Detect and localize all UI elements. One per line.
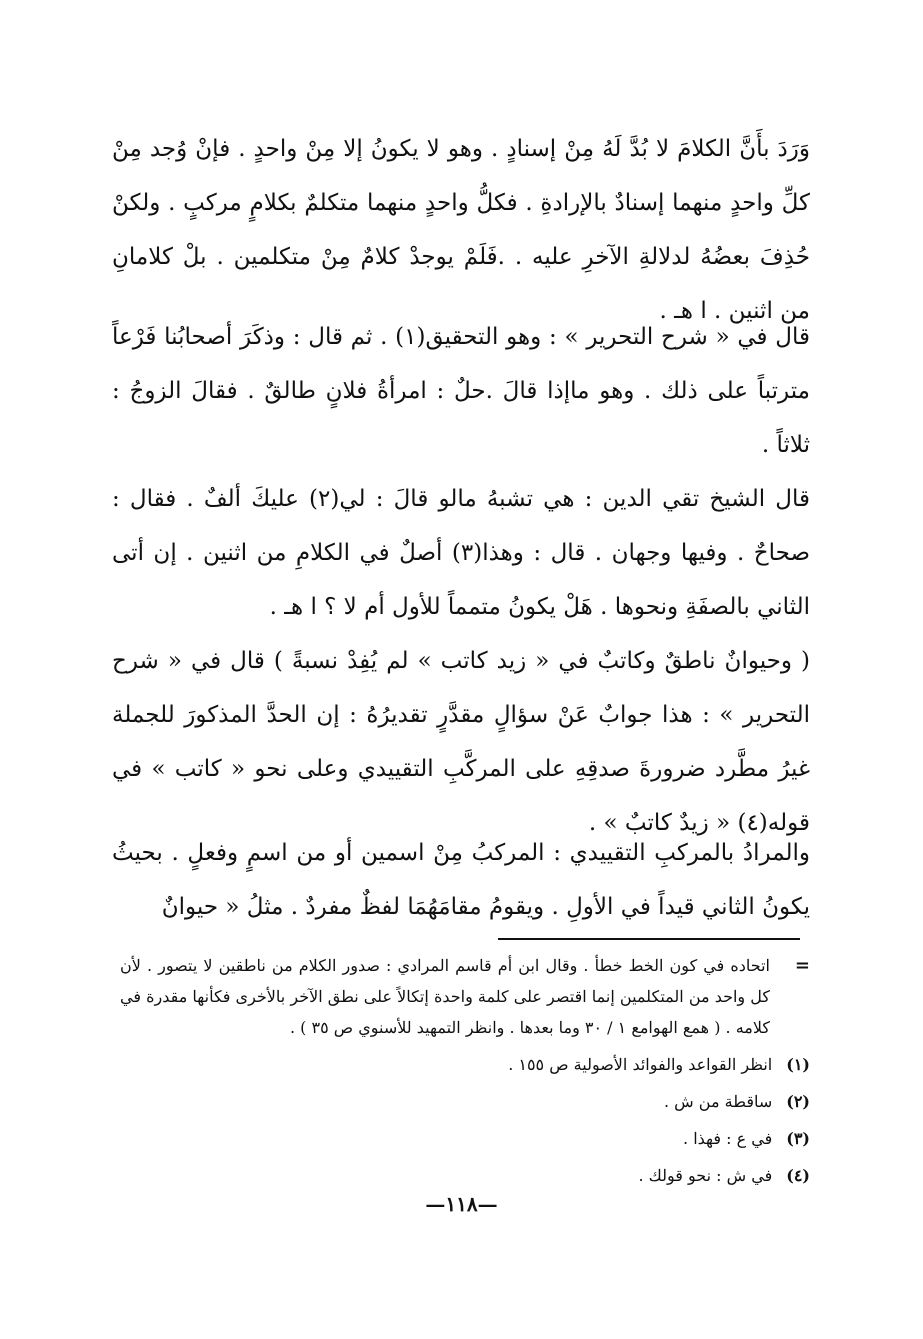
continuation-text: اتحاده في كون الخط خطأ . وقال ابن أم قاسم المرادي : صدور الكلام من ناطقين لا يتصور . لأن كل واحد من المتكلمين إنما اقتصر على كلمة واحدة إتكالاً على نطق الآخر بالأخرى فكأنها مقدرة في كلامه . ( همع الهوامع ١ / ٣٠ وما بعدها . وانظر التمهيد للأسنوي ص ٣٥ ) . [120, 956, 770, 1037]
body-paragraph-3: قال الشيخ تقي الدين : هي تشبهُ مالو قالَ : لي(٢) عليكَ ألفٌ . فقال : صحاحٌ . وفيها وجهان . قال : وهذا(٣) أصلٌ في الكلامِ من اثنين . إن أتى الثاني بالصفَةِ ونحوها . هَلْ يكونُ متمماً للأول أم لا ؟ ا هـ . [112, 486, 811, 620]
footnote-3 [120, 1123, 810, 1154]
footnote-2 [120, 1086, 810, 1117]
footnote-separator [498, 938, 800, 940]
footnote-continuation [120, 950, 810, 1043]
footnote-text: ساقطة من ش . [663, 1092, 773, 1111]
footnote-4 [120, 1160, 810, 1191]
body-paragraph-4: ( وحيوانٌ ناطقٌ وكاتبٌ في « زيد كاتب » لم يُفِدْ نسبةً ) قال في « شرح التحرير » : هذا جوابٌ عَنْ سؤالٍ مقدَّرٍ تقديرُهُ : إن الحدَّ المذكورَ للجملة غيرُ مطَّرد ضرورةَ صدقِهِ على المركَّبِ التقييدي وعلى نحو « كاتب » في قوله(٤) « زيدٌ كاتبٌ » . [112, 648, 810, 836]
continuation-mark: = [794, 955, 810, 976]
body-paragraph-2: قال في « شرح التحرير » : وهو التحقيق(١) . ثم قال : وذكَرَ أصحابُنا فَرْعاً مترتباً على ذلك . وهو ماإذا قالَ .حلٌ : امرأةُ فلانٍ طالقٌ . فقالَ الزوجُ : ثلاثاً . [112, 324, 810, 458]
body-paragraph-1: وَرَدَ بأَنَّ الكلامَ لا بُدَّ لَهُ مِنْ إسنادٍ . وهو لا يكونُ إلا مِنْ واحدٍ . فإنْ وُجد مِنْ كلِّ واحدٍ منهما إسنادٌ بالإرادةِ . فكلُّ واحدٍ منهما متكلمٌ بكلامٍ مركبٍ . ولكنْ حُذِفَ بعضُهُ لدلالةِ الآخرِ عليه . .فَلَمْ يوجدْ كلامٌ مِنْ متكلمين . بلْ كلامانِ من اثنين . ا هـ . [112, 136, 810, 324]
footnote-number: (٣) [786, 1129, 810, 1148]
footnotes-section [120, 950, 810, 1191]
footnote-text: في ع : فهذا . [683, 1129, 773, 1148]
footnote-text: انظر القواعد والفوائد الأصولية ص ١٥٥ . [508, 1055, 773, 1074]
footnote-text: في ش : نحو قولك . [638, 1166, 773, 1185]
footnote-1 [120, 1049, 810, 1080]
page-number: —١١٨— [425, 1192, 498, 1216]
body-paragraph-5: والمرادُ بالمركبِ التقييدي : المركبُ مِنْ اسمين أو من اسمٍ وفعلٍ . بحيثُ يكونُ الثاني قيداً في الأولِ . ويقومُ مقامَهُمَا لفظٌ مفردٌ . مثلُ « حيوانٌ [112, 840, 810, 920]
footnote-number: (٤) [786, 1166, 810, 1185]
footnote-number: (٢) [786, 1092, 810, 1111]
footnote-number: (١) [786, 1055, 810, 1074]
